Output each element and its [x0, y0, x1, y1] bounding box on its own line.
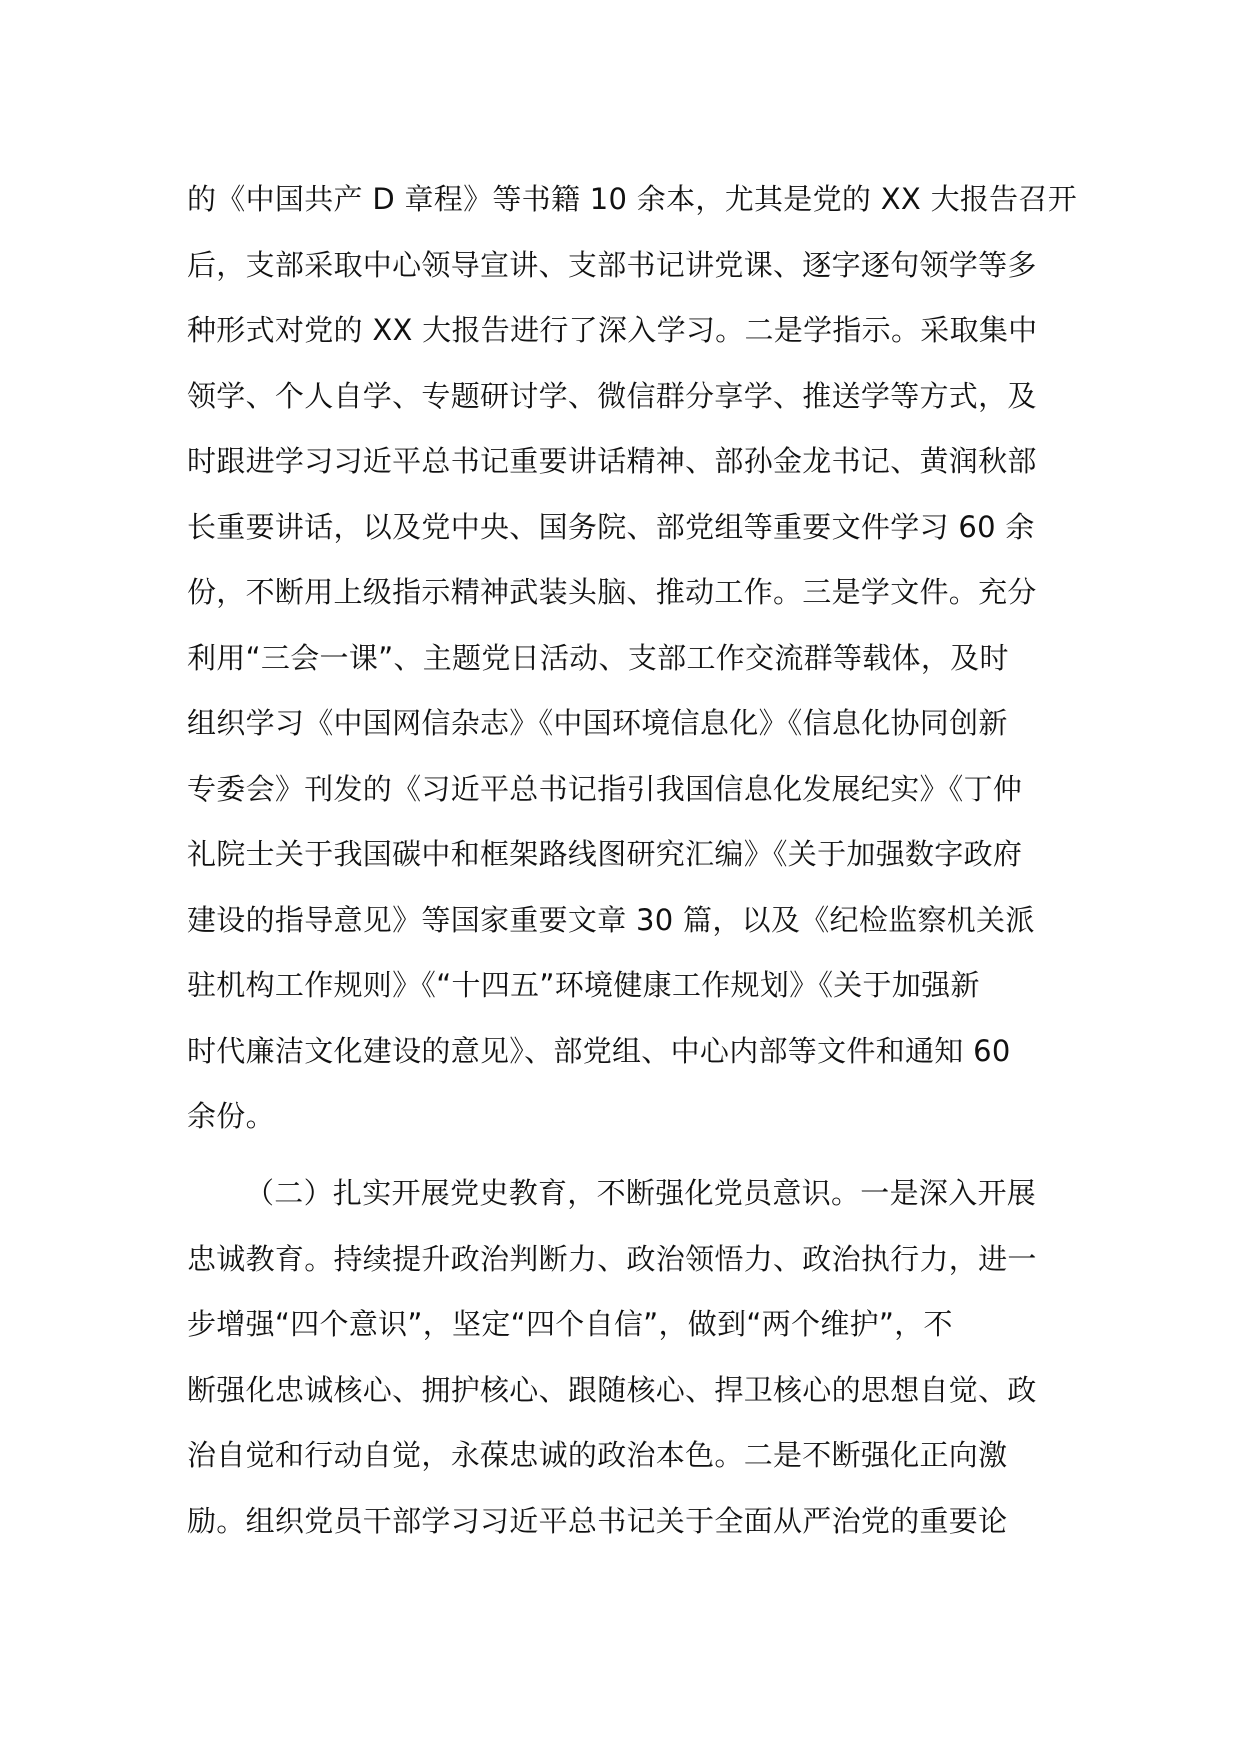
- paragraph-line: 利用“三会一课”、主题党日活动、支部工作交流群等载体，及时: [187, 640, 1009, 675]
- paragraph-line: 时代廉洁文化建设的意见》、部党组、中心内部等文件和通知 60: [187, 1033, 1011, 1068]
- paragraph-line: 时跟进学习习近平总书记重要讲话精神、部孙金龙书记、黄润秋部: [187, 444, 1037, 478]
- paragraph-line: 组织学习《中国网信杂志》《中国环境信息化》《信息化协同创新: [187, 706, 1008, 740]
- paragraph-line: 驻机构工作规则》《“十四五”环境健康工作规划》《关于加强新: [187, 968, 980, 1002]
- paragraph-line: 领学、个人自学、专题研讨学、微信群分享学、推送学等方式，及: [187, 378, 1037, 413]
- paragraph-line: 忠诚教育。持续提升政治判断力、政治领悟力、政治执行力，进一: [187, 1241, 1037, 1276]
- paragraph-line: 份，不断用上级指示精神武装头脑、推动工作。三是学文件。充分: [187, 575, 1037, 609]
- paragraph-line: 建设的指导意见》等国家重要文章 30 篇，以及《纪检监察机关派: [187, 902, 1035, 937]
- paragraph-line: 步增强“四个意识”，坚定“四个自信”，做到“两个维护”，不: [187, 1307, 953, 1341]
- paragraph-study-documents: [187, 167, 1078, 1150]
- paragraph-line: 余份。: [187, 1099, 275, 1133]
- paragraph-line: 后，支部采取中心领导宣讲、支部书记讲党课、逐字逐句领学等多: [187, 247, 1037, 282]
- paragraph-line: 励。组织党员干部学习习近平总书记关于全面从严治党的重要论: [187, 1503, 1008, 1538]
- paragraph-line: 的《中国共产 D 章程》等书籍 10 余本，尤其是党的 XX 大报告召开: [187, 182, 1078, 216]
- paragraph-party-history-education: [187, 1161, 1057, 1554]
- paragraph-line: 长重要讲话，以及党中央、国务院、部党组等重要文件学习 60 余: [187, 509, 1035, 544]
- paragraph-line: 断强化忠诚核心、拥护核心、跟随核心、捍卫核心的思想自觉、政: [187, 1372, 1037, 1407]
- paragraph-line: 专委会》刊发的《习近平总书记指引我国信息化发展纪实》《丁仲: [187, 771, 1023, 806]
- paragraph-line: 礼院士关于我国碳中和框架路线图研究汇编》《关于加强数字政府: [187, 837, 1023, 871]
- paragraph-line: （二）扎实开展党史教育，不断强化党员意识。一是深入开展: [245, 1176, 1037, 1210]
- paragraph-line: 治自觉和行动自觉，永葆忠诚的政治本色。二是不断强化正向激: [187, 1438, 1008, 1472]
- paragraph-line: 种形式对党的 XX 大报告进行了深入学习。二是学指示。采取集中: [187, 313, 1038, 347]
